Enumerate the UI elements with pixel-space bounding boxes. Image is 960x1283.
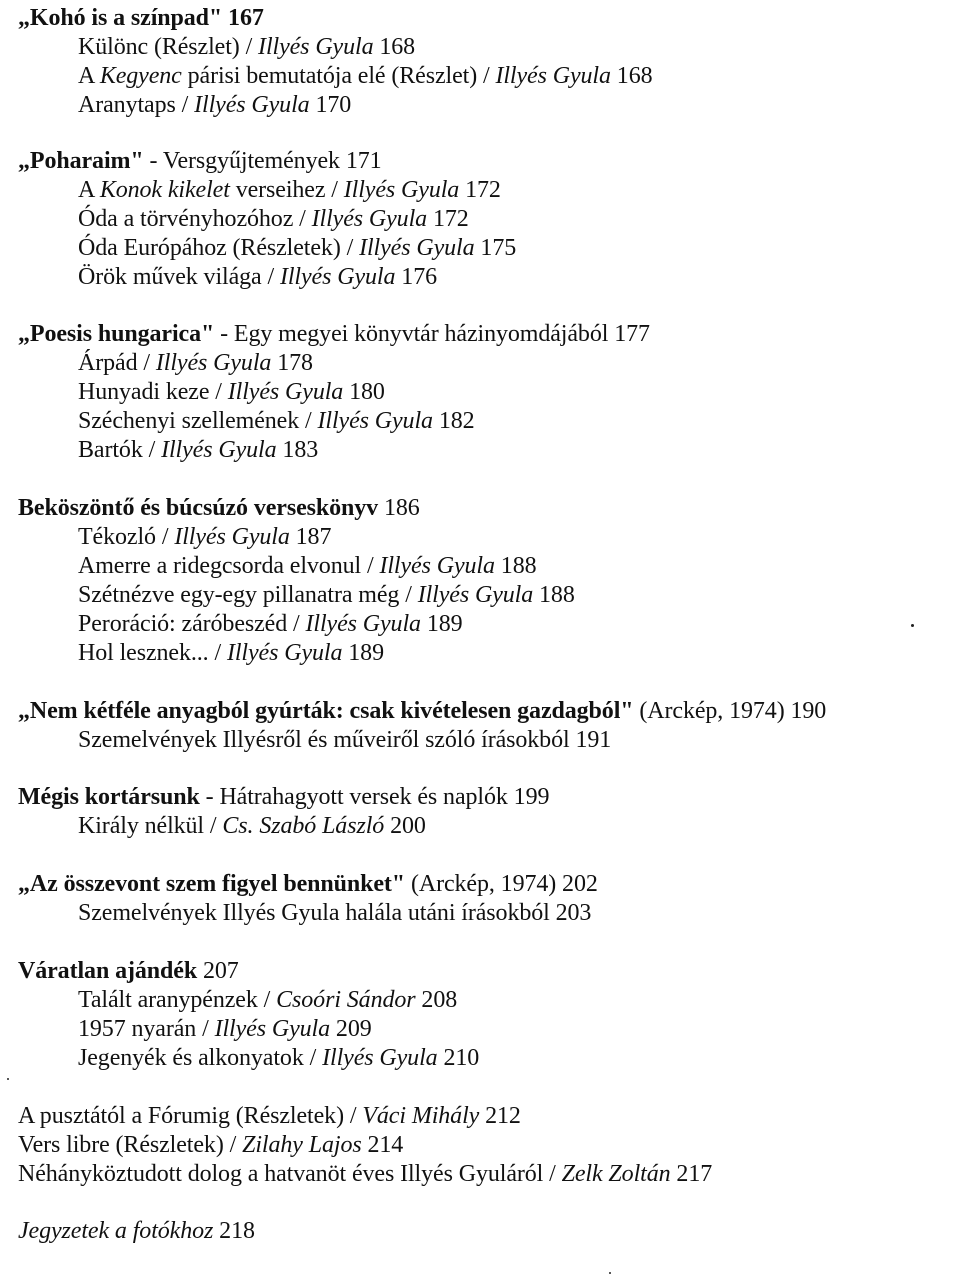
author: Illyés Gyula	[495, 63, 611, 89]
author: Cs. Szabó László	[222, 813, 385, 839]
author: Illyés Gyula	[279, 264, 396, 290]
work-title: Konok kikelet	[99, 177, 230, 203]
toc-entry: Örök művek világa / Illyés Gyula 176	[78, 264, 438, 290]
section-heading: „Az összevont szem figyel bennünket" (Arckép, 1974) 202	[18, 871, 598, 897]
author: Illyés Gyula	[161, 437, 277, 463]
author: Illyés Gyula	[379, 553, 495, 579]
author: Illyés Gyula	[214, 1016, 331, 1042]
page-number: 170	[309, 92, 352, 118]
page-number: 168	[610, 63, 653, 89]
page-number: 176	[395, 264, 438, 290]
author: Illyés Gyula	[226, 640, 343, 666]
toc-entry: Szemelvények Illyésről és műveiről szóló írásokból 191	[78, 727, 612, 753]
toc-entry: Óda a törvényhozóhoz / Illyés Gyula 172	[78, 206, 469, 232]
scan-speck	[7, 1078, 9, 1080]
toc-entry: Peroráció: záróbeszéd / Illyés Gyula 189	[78, 611, 463, 637]
toc-entry: Szemelvények Illyés Gyula halála utáni írásokból 203	[78, 900, 592, 926]
page-number: 210	[437, 1045, 480, 1071]
page-number: 172	[427, 206, 469, 232]
toc-entry: Jegenyék és alkonyatok / Illyés Gyula 210	[78, 1045, 480, 1071]
author: Illyés Gyula	[258, 34, 374, 60]
section-heading: „Nem kétféle anyagból gyúrták: csak kivételesen gazdagból" (Arckép, 1974) 190	[18, 698, 827, 724]
page-number: 209	[330, 1016, 372, 1042]
work-title: Kegyenc	[99, 63, 182, 89]
page-number: 183	[276, 437, 319, 463]
section-heading: Váratlan ajándék 207	[18, 958, 239, 984]
page-number: 217	[670, 1161, 713, 1187]
page-number: 200	[384, 813, 426, 839]
author: Illyés Gyula	[417, 582, 534, 608]
toc-entry: Széchenyi szellemének / Illyés Gyula 182	[78, 408, 475, 434]
page-number: 168	[373, 34, 416, 60]
page-number: 180	[343, 379, 385, 405]
page-number: 188	[494, 553, 537, 579]
page-number: 189	[420, 611, 463, 637]
page-number: 178	[271, 350, 313, 376]
toc-entry: A Kegyenc párisi bemutatója elé (Részlet) / Illyés Gyula 168	[78, 63, 653, 89]
toc-entry: Talált aranypénzek / Csoóri Sándor 208	[78, 987, 458, 1013]
page-number: 172	[459, 177, 501, 203]
toc-entry: Király nélkül / Cs. Szabó László 200	[78, 813, 426, 839]
author: Zelk Zoltán	[561, 1161, 671, 1187]
toc-entry: Szétnézve egy-egy pillanatra még / Illyés Gyula 188	[78, 582, 575, 608]
author: Illyés Gyula	[322, 1045, 438, 1071]
toc-entry: Aranytaps / Illyés Gyula 170	[78, 92, 352, 118]
page-number: 175	[474, 235, 517, 261]
page-number: 208	[415, 987, 458, 1013]
page-number: 218	[213, 1218, 255, 1244]
toc-entry	[18, 1217, 255, 1246]
work-title: Jegyzetek a fotókhoz	[18, 1218, 214, 1244]
toc-entry: Amerre a ridegcsorda elvonul / Illyés Gyula 188	[78, 553, 537, 579]
toc-entry: Árpád / Illyés Gyula 178	[78, 350, 313, 376]
page-number: 189	[342, 640, 384, 666]
toc-entry: Bartók / Illyés Gyula 183	[78, 437, 319, 463]
author: Illyés Gyula	[174, 524, 290, 550]
page-number: 214	[361, 1132, 404, 1158]
page-number: 182	[432, 408, 475, 434]
scan-speck	[911, 624, 914, 627]
author: Illyés Gyula	[359, 235, 475, 261]
author: Illyés Gyula	[227, 379, 344, 405]
toc-entry: Néhányköztudott dolog a hatvanöt éves Illyés Gyuláról / Zelk Zoltán 217	[18, 1161, 713, 1187]
author: Illyés Gyula	[305, 611, 421, 637]
author: Váci Mihály	[362, 1103, 480, 1129]
author: Illyés Gyula	[311, 206, 428, 232]
scan-speck	[609, 1272, 611, 1274]
toc-entry: A Konok kikelet verseihez / Illyés Gyula 172	[78, 177, 501, 203]
toc-entry: Hol lesznek... / Illyés Gyula 189	[78, 640, 384, 666]
section-heading: „Kohó is a színpad" 167	[18, 5, 264, 31]
toc-entry: Hunyadi keze / Illyés Gyula 180	[78, 379, 385, 405]
page-number: 212	[479, 1103, 521, 1129]
author: Csoóri Sándor	[276, 987, 416, 1013]
section-heading: „Poharaim" - Versgyűjtemények 171	[18, 148, 382, 174]
toc-entry: A pusztától a Fórumig (Részletek) / Váci Mihály 212	[18, 1103, 521, 1129]
toc-entry: 1957 nyarán / Illyés Gyula 209	[78, 1016, 372, 1042]
author: Illyés Gyula	[343, 177, 460, 203]
author: Illyés Gyula	[317, 408, 433, 434]
toc-entry: Vers libre (Részletek) / Zilahy Lajos 214	[18, 1132, 404, 1158]
author: Zilahy Lajos	[242, 1132, 362, 1158]
toc-entry: Különc (Részlet) / Illyés Gyula 168	[78, 34, 416, 60]
page-number: 187	[289, 524, 332, 550]
section-heading: „Poesis hungarica" - Egy megyei könyvtár házinyomdájából 177	[18, 321, 650, 347]
author: Illyés Gyula	[194, 92, 310, 118]
section-heading: Mégis kortársunk - Hátrahagyott versek és naplók 199	[18, 784, 550, 810]
toc-entry: Tékozló / Illyés Gyula 187	[78, 524, 332, 550]
author: Illyés Gyula	[155, 350, 272, 376]
section-heading: Beköszöntő és búcsúzó verseskönyv 186	[18, 495, 420, 521]
page-number: 188	[533, 582, 575, 608]
toc-entry: Óda Európához (Részletek) / Illyés Gyula 175	[78, 235, 517, 261]
